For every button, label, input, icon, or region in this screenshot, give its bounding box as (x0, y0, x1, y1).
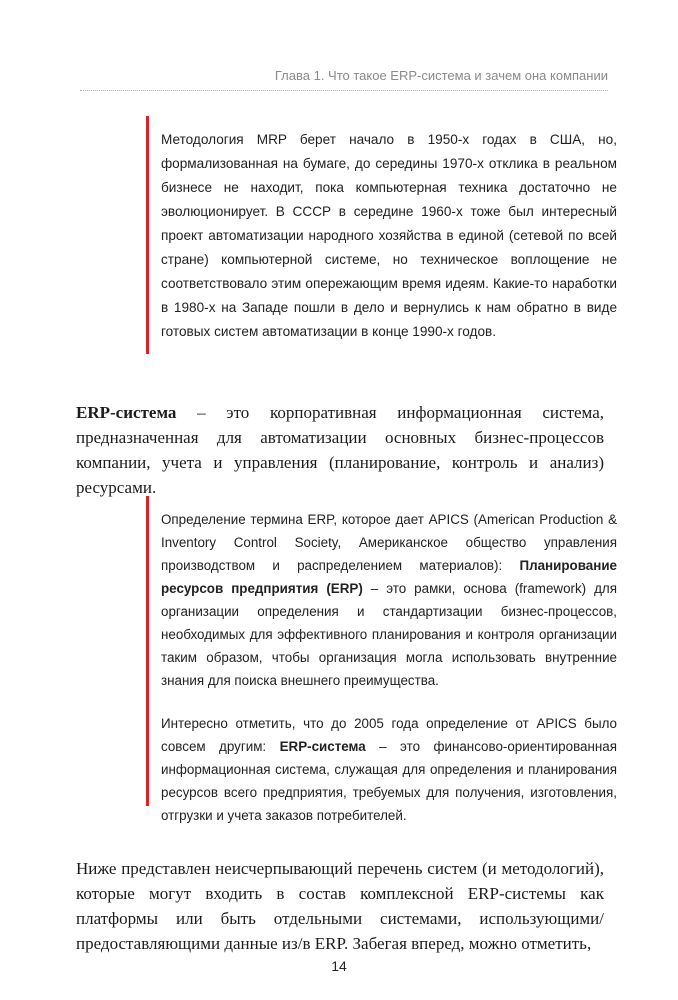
apics-p1-intro: Определение термина ERP, которое дает APICS (American Production & Inventory Control Society, Американское общество управления производством и распределением материалов): (161, 512, 617, 573)
erp-term: ERP-система (76, 403, 177, 422)
apics-p2-term: ERP-система (279, 739, 366, 754)
header-divider (80, 90, 608, 91)
apics-paragraph-current (161, 496, 617, 692)
apics-p1-term: Планирование ресурсов предприятия (ERP) (161, 558, 617, 596)
callout-apics-definition (146, 496, 617, 823)
systems-list-intro: Ниже представлен неисчерпывающий перечень систем (и методологий), которые могут входить в состав комплексной ERP-системы как платформы или быть отдельными системами, использующими/предоставляющими данные из/в ERP. Забегая вперед, можно отметить, (76, 859, 604, 953)
apics-p1-rest: – это рамки, основа (framework) для организации определения и стандартизации бизнес-процессов, необходимых для эффективного планирования и контроля организации таким образом, чтобы организация могла использовать внутренние знания для поиска внешнего преимущества. (161, 581, 617, 688)
callout-mrp-history (146, 116, 617, 354)
callout-mrp-text: Методология MRP берет начало в 1950-х годах в США, но, формализованная на бумаге, до середины 1970-х отклика в реальном бизнесе не находит, пока компьютерная техника достаточно не эволюционирует. В СССР в середине 1960-х тоже был интересный проект автоматизации народного хозяйства в единой (сетевой по всей стране) компьютерной системе, но техническое воплощение не соответствовало этим опережающим время идеям. Какие-то наработки в 1980-х на Западе пошли в дело и вернулись к нам обратно в виде готовых систем автоматизации в конце 1990-х годов. (161, 132, 617, 339)
erp-definition-text: – это корпоративная информационная система, предназначенная для автоматизации основных бизнес-процессов компании, учета и управления (планирование, контроль и анализ) ресурсами. (76, 403, 604, 497)
erp-definition-paragraph (76, 400, 604, 500)
apics-p2-intro: Интересно отметить, что до 2005 года определение от APICS было совсем другим: (161, 716, 617, 754)
apics-p2-rest: – это финансово-ориентированная информационная система, служащая для определения и планирования ресурсов всего предприятия, требуемых для получения, изготовления, отгрузки и учета заказов потребителей. (161, 739, 617, 823)
page-number: 14 (331, 958, 347, 974)
apics-paragraph-pre2005 (161, 712, 617, 827)
running-header: Глава 1. Что такое ERP-система и зачем она компании (274, 68, 608, 83)
